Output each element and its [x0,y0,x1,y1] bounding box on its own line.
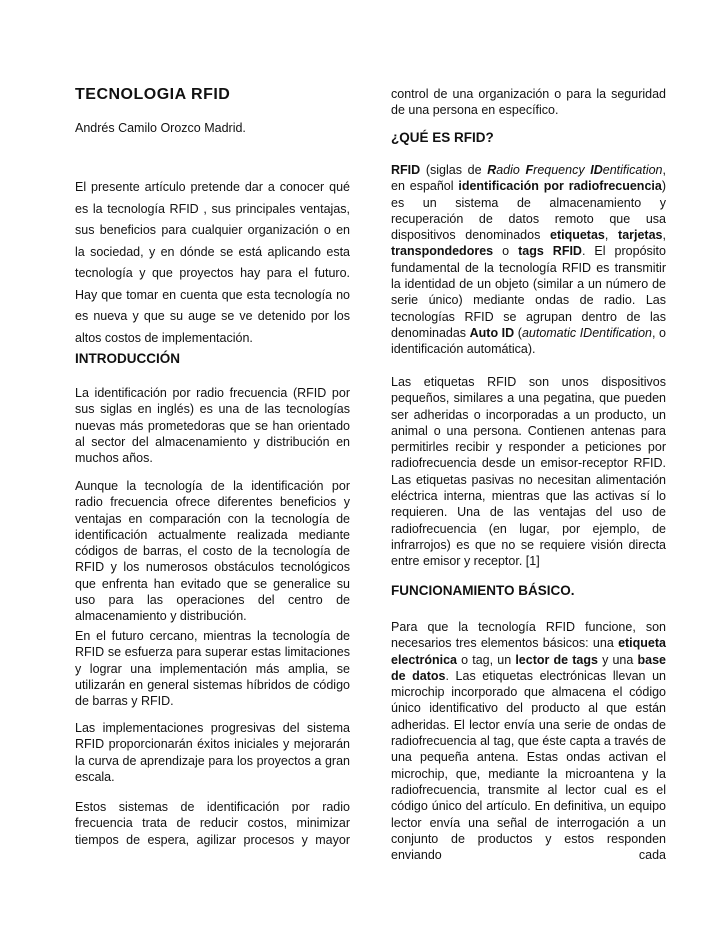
text-run: identificación por radiofrecuencia [458,179,662,194]
text-run: requency [533,163,591,177]
text-run: Para que la tecnología RFID funcione, son necesarios tres elementos básicos: una [391,620,666,651]
intro-heading: INTRODUCCIÓN [75,351,180,366]
text-run: ) es un sistema de almacenamiento y recuperación de datos remoto que usa dispositivos denominados [391,179,666,243]
que-es-paragraph-2: Las etiquetas RFID son unos dispositivos pequeños, similares a una pegatina, que pueden ser adheridas o incorporadas a un producto, un animal o una persona. Contienen antenas para permitirles recibir y responder a peticiones por radiofrecuencia desde un emisor-receptor RFID. Las etiquetas pasivas no necesitan alimentación eléctrica interna, mientras que las activas sí lo requieren. Una de las ventajas del uso de radiofrecuencia (en lugar, por ejemplo, de infrarrojos) es que no se requiere visión directa entre emisor y receptor. [1] [391,375,666,569]
text-run: , [604,228,619,243]
text-run: etiquetas [550,228,605,243]
author-name: Andrés Camilo Orozco Madrid. [75,121,246,135]
text-run: Auto ID [469,325,515,340]
text-run: entification [602,163,663,177]
continued-paragraph: control de una organización o para la seguridad de una persona en específico. [391,87,666,118]
text-run: o tag, un [457,652,516,667]
text-run: base de datos [391,652,666,683]
text-run: o [493,244,519,259]
funcionamiento-heading: FUNCIONAMIENTO BÁSICO. [391,583,575,598]
intro-paragraph-4: Las implementaciones progresivas del sistema RFID proporcionarán éxitos iniciales y mejorarán la curva de aprendizaje para los proyectos a gran escala. [75,721,350,784]
que-es-paragraph-1 [391,162,666,358]
text-run: adio [496,163,526,177]
text-run: , o identificación automática). [391,325,666,357]
text-run: , en español [391,163,666,194]
intro-paragraph-1: La identificación por radio frecuencia (RFID por sus siglas en inglés) es una de las tecnologías nuevas más prometedoras que se han orientado al sector del almacenamiento y distribución en muchos años. [75,386,350,466]
text-run: tags RFID [518,244,582,259]
article-title: TECNOLOGIA RFID [75,86,231,103]
text-run: etiqueta electrónica [391,636,666,667]
text-run: . Las etiquetas electrónicas llevan un microchip incorporado que almacena el código único identificativo del producto al que están adheridas. El lector envía una serie de ondas de radiofrecuencia al tag, que éste capta a través de una pequeña antena. Estas ondas activan el microchip, que, mediante la microantena y la radiofrecuencia, transmite al lector cual es el código único del artículo. En definitiva, un equipo lector envía una señal de interrogación a un conjunto de productos y estos responden enviando cada [391,668,666,863]
text-run: (siglas de [420,163,488,177]
text-run: ( [514,325,522,340]
text-run: y una [597,652,638,667]
intro-paragraph-2: Aunque la tecnología de la identificación por radio frecuencia ofrece diferentes beneficios y ventajas en comparación con la tecnología de identificación actualmente realizada mediante códigos de barras, el costo de la tecnología de RFID y los numerosos obstáculos tecnológicos que enfrenta han evitado que se generalice su uso para las operaciones del centro de almacenamiento y distribución. [75,479,350,624]
intro-paragraph-5: Estos sistemas de identificación por radio frecuencia trata de reducir costos, minimizar tiempos de espera, agilizar procesos y mayor [75,800,350,847]
text-run: lector de tags [515,652,598,667]
text-run: transpondedores [391,244,494,259]
rfid-term: RFID [391,163,421,177]
text-run: tarjetas [618,228,663,243]
abstract-paragraph: El presente artículo pretende dar a conocer qué es la tecnología RFID , sus principales ventajas, sus beneficios para cualquier organización o en la sociedad, y en dónde se está aplicando esta tecnología y que proyectos hay para el futuro. Hay que tomar en cuenta que esta tecnología no es nueva y que su auge se ve detenido por los altos costos de implementación. [75,180,350,345]
text-run: , [662,228,666,243]
text-run: automatic IDentification [521,325,652,340]
text-run: . El propósito fundamental de la tecnología RFID es transmitir la identidad de un objeto (similar a un número de serie único) mediante ondas de radio. Las tecnologías RFID se agrupan dentro de las denominadas [391,244,666,340]
text-run: ID [590,163,603,177]
text-run: F [525,163,534,177]
que-es-heading: ¿QUÉ ES RFID? [391,130,494,145]
funcionamiento-paragraph [391,619,666,863]
text-run: R [487,163,497,177]
intro-paragraph-3: En el futuro cercano, mientras la tecnología de RFID se esfuerza para superar estas limitaciones y lograr una implementación más amplia, se utilizarán en general sistemas híbridos de código de barras y RFID. [75,629,350,709]
